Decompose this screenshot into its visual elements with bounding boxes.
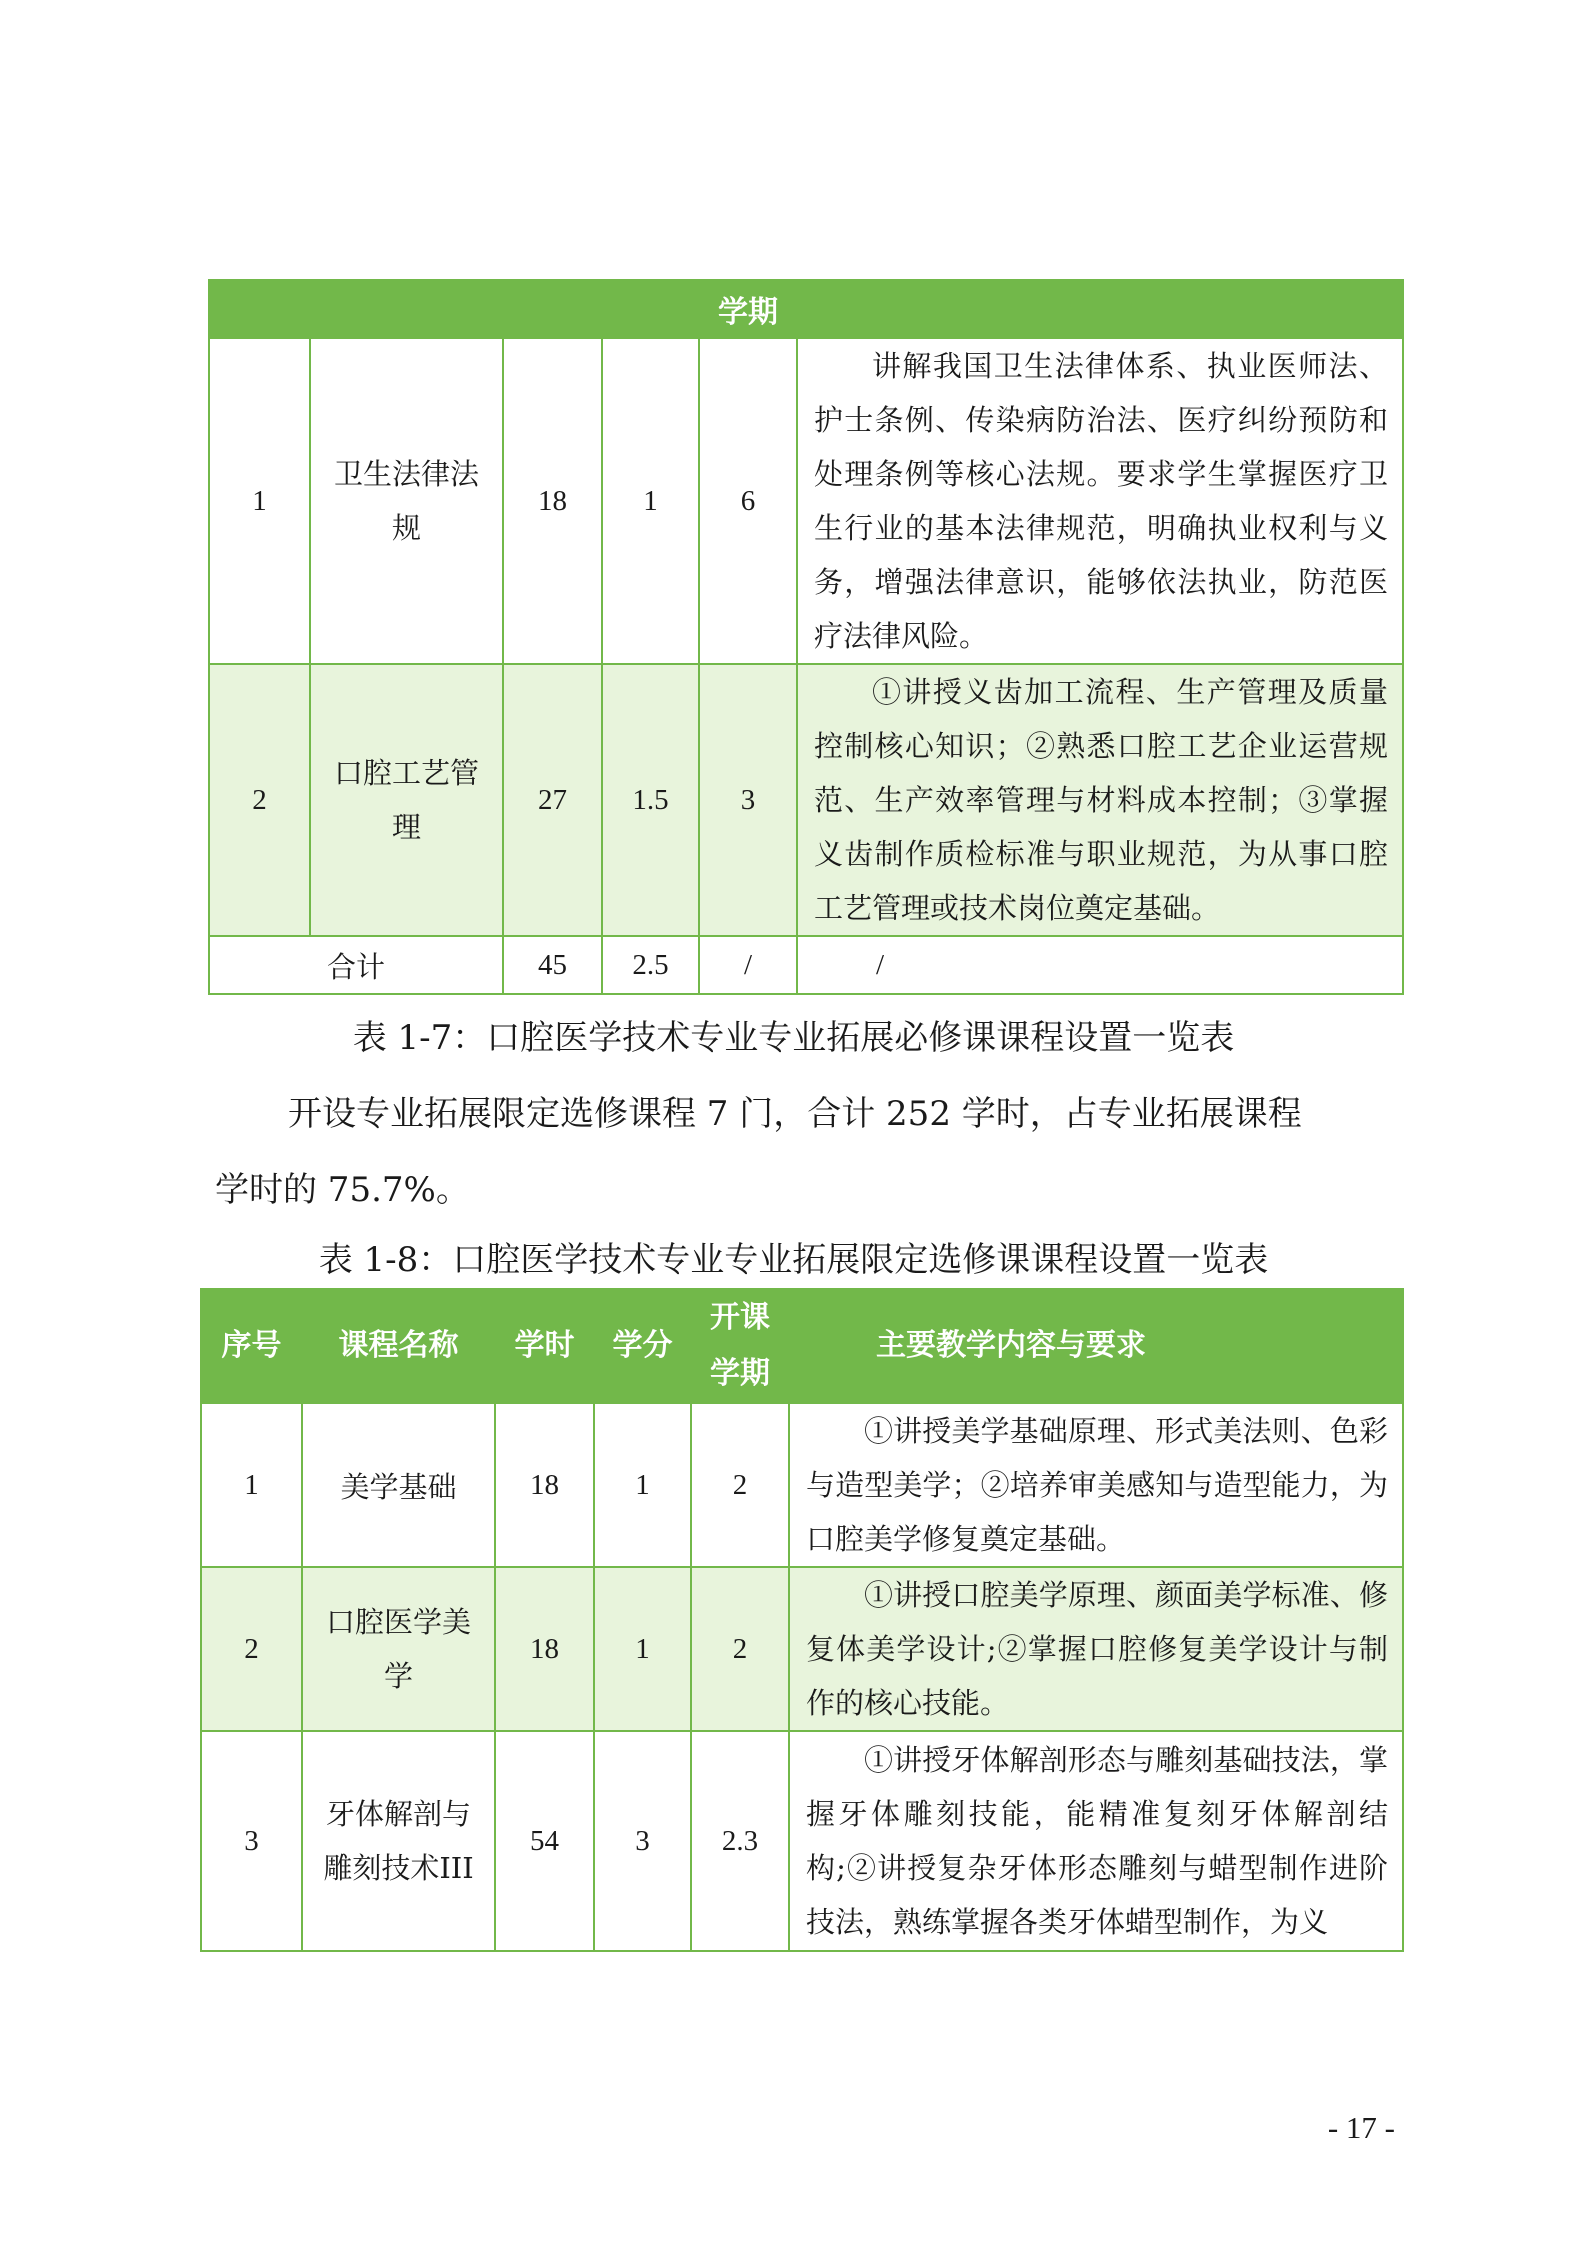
header-cell: [310, 280, 503, 338]
cell-description: [789, 1731, 1403, 1951]
header-cell: [797, 280, 1403, 338]
table-total-row: [209, 936, 1403, 994]
description-text: ①讲授牙体解剖形态与雕刻基础技法，掌握牙体雕刻技能，能精准复刻牙体解剖结构;②讲授复杂牙体形态雕刻与蜡型制作进阶技法，熟练掌握各类牙体蜡型制作，为义: [806, 1743, 1388, 1939]
course-name-line: 规: [391, 511, 421, 545]
cell-course-name: [302, 1567, 495, 1731]
cell-course-name: [310, 338, 503, 664]
cell-hours: 27: [503, 664, 602, 936]
cell-index: 1: [201, 1403, 302, 1567]
cell-total-label: 合计: [209, 936, 503, 994]
course-name-line: 牙体解剖与: [325, 1797, 471, 1831]
description-text: ①讲授口腔美学原理、颜面美学标准、修复体美学设计;②掌握口腔修复美学设计与制作的核心技能。: [806, 1578, 1388, 1720]
table-row: [209, 664, 1403, 936]
header-cell-hours: 学时: [495, 1289, 594, 1403]
header-cell: [209, 280, 310, 338]
header-cell: [503, 280, 602, 338]
cell-credits: 1: [594, 1567, 691, 1731]
cell-index: 1: [209, 338, 310, 664]
table-required-courses: [208, 279, 1404, 995]
table-header-row: [209, 280, 1403, 338]
course-name-line: 口腔医学美: [325, 1605, 471, 1639]
table-caption: 表 1-8：口腔医学技术专业专业拓展限定选修课课程设置一览表: [318, 1240, 1269, 1280]
table-header-row: [201, 1289, 1403, 1403]
cell-description: [789, 1567, 1403, 1731]
cell-credits: 1: [594, 1403, 691, 1567]
header-semester-line: 开课: [710, 1300, 770, 1335]
cell-semester: 3: [699, 664, 797, 936]
cell-index: 3: [201, 1731, 302, 1951]
cell-hours: 18: [495, 1567, 594, 1731]
course-name-line: 口腔工艺管: [333, 756, 479, 790]
cell-semester: 2: [691, 1403, 789, 1567]
description-text: 讲解我国卫生法律体系、执业医师法、护士条例、传染病防治法、医疗纠纷预防和处理条例等核心法规。要求学生掌握医疗卫生行业的基本法律规范，明确执业权利与义务，增强法律意识，能够依法执业，防范医疗法律风险。: [814, 349, 1388, 653]
course-name-line: 理: [391, 810, 421, 844]
header-cell-name: 课程名称: [302, 1289, 495, 1403]
header-cell-semester: [691, 1289, 789, 1403]
cell-credits: 1: [602, 338, 699, 664]
table-caption: 表 1-7：口腔医学技术专业专业拓展必修课课程设置一览表: [352, 1018, 1235, 1058]
course-name-line: 卫生法律法: [333, 457, 479, 491]
cell-course-name: 美学基础: [302, 1403, 495, 1567]
cell-index: 2: [201, 1567, 302, 1731]
cell-semester: 6: [699, 338, 797, 664]
course-name-line: 学: [383, 1659, 413, 1693]
paragraph-line: 学时的 75.7%。: [215, 1170, 470, 1210]
header-cell: [602, 280, 699, 338]
cell-course-name: [310, 664, 503, 936]
table-elective-courses: [200, 1288, 1404, 1952]
table-row: [201, 1403, 1403, 1567]
cell-total-credits: 2.5: [602, 936, 699, 994]
table-row: [209, 338, 1403, 664]
header-cell-credits: 学分: [594, 1289, 691, 1403]
course-name-line: 雕刻技术III: [323, 1851, 474, 1885]
cell-description: [797, 664, 1403, 936]
header-cell-index: 序号: [201, 1289, 302, 1403]
cell-hours: 54: [495, 1731, 594, 1951]
header-cell-semester: 学期: [699, 280, 797, 338]
cell-index: 2: [209, 664, 310, 936]
cell-total-desc: /: [797, 936, 1403, 994]
header-description-label: 主要教学内容与要求: [876, 1328, 1146, 1363]
cell-hours: 18: [495, 1403, 594, 1567]
cell-hours: 18: [503, 338, 602, 664]
header-cell-description: [789, 1289, 1403, 1403]
cell-total-semester: /: [699, 936, 797, 994]
cell-description: [797, 338, 1403, 664]
paragraph-line: 开设专业拓展限定选修课程 7 门，合计 252 学时，占专业拓展课程: [288, 1094, 1302, 1134]
cell-course-name: [302, 1731, 495, 1951]
cell-total-hours: 45: [503, 936, 602, 994]
table-row: [201, 1567, 1403, 1731]
page-number: - 17 -: [1327, 2110, 1395, 2145]
header-semester-line: 学期: [710, 1356, 770, 1391]
cell-semester: 2: [691, 1567, 789, 1731]
cell-credits: 1.5: [602, 664, 699, 936]
table-row: [201, 1731, 1403, 1951]
cell-description: [789, 1403, 1403, 1567]
cell-credits: 3: [594, 1731, 691, 1951]
description-text: ①讲授义齿加工流程、生产管理及质量控制核心知识；②熟悉口腔工艺企业运营规范、生产效率管理与材料成本控制；③掌握义齿制作质检标准与职业规范，为从事口腔工艺管理或技术岗位奠定基础。: [814, 675, 1388, 925]
description-text: ①讲授美学基础原理、形式美法则、色彩与造型美学；②培养审美感知与造型能力，为口腔美学修复奠定基础。: [806, 1414, 1388, 1556]
cell-semester: 2.3: [691, 1731, 789, 1951]
